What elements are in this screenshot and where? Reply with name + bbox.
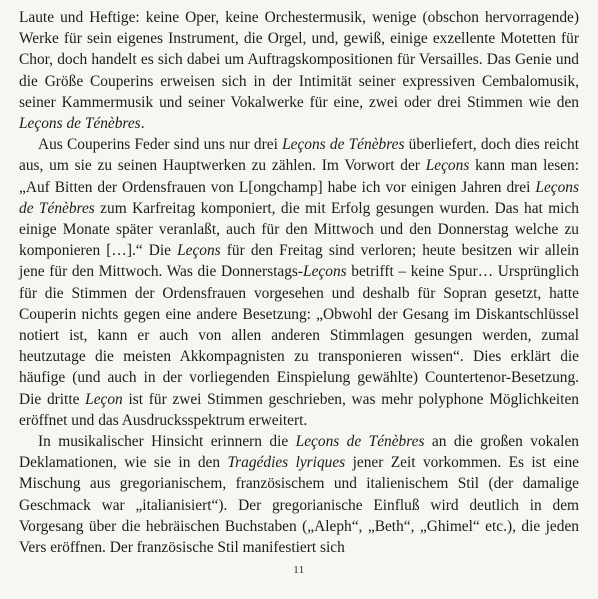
text-run: an die großen vokalen Deklamationen, wie sie in den (19, 433, 579, 472)
italic-title: Leçons de Ténèbres (19, 115, 141, 133)
page-number: 11 (293, 564, 305, 576)
text-run: zum Karfreitag komponiert, die mit Erfolg gesungen wurden. Das hat mich einige Monate später veranlaßt, auch für den Mittwoch und den Donnerstag welche zu komponieren […].“ Die (19, 199, 579, 260)
text-run: für den Freitag sind verloren; heute besitzen wir allein jene für den Mittwoch. Was die Donnerstags- (19, 242, 579, 281)
italic-title: Leçons de Ténèbres (282, 136, 405, 154)
italic-title: Leçons (425, 157, 470, 175)
text-run: Laute und Heftige: keine Oper, keine Orchestermusik, wenige (obschon hervorragende) Werke für sein eigenes Instrument, die Orgel, und, gewiß, einige exzellente Motetten für Chor, doch handelt es sich dabei um Auftragskompositionen für Versailles. Das Genie und die Größe Couperins erweisen sich in der Intimität seiner expressiven Cembalomusik, seiner Kammermusik und seiner Vokalwerke für eine, zwei oder drei Stimmen wie den (19, 9, 579, 111)
italic-title: Tragédies lyriques (227, 454, 346, 472)
italic-title: Leçons (177, 242, 221, 260)
text-run: ist für zwei Stimmen geschrieben, was mehr polyphone Möglichkeiten eröffnet und das Ausdrucksspektrum erweitert. (19, 390, 579, 429)
text-run: überliefert, doch dies reicht aus, um sie zu seinen Hauptwerken zu zählen. Im Vorwort der (19, 136, 579, 175)
italic-title: Leçon (85, 390, 123, 408)
text-run: betrifft – keine Spur… Ursprünglich für die Stimmen der Ordensfrauen vorgesehen und deshalb für Sopran gesetzt, hatte Couperin nichts gegen eine andere Besetzung: „Obwohl der Gesang im Diskantschlüssel notiert ist, kann er auch von allen anderen Stimmlagen gesungen werden, zumal heutzutage die meisten Akkompagnisten zu transponieren wissen“. Dies erklärt die häufige (und auch in der vorliegenden Einspielung gewählte) Countertenor-Besetzung. Die dritte (19, 263, 579, 408)
italic-title: Leçons (303, 263, 347, 281)
paragraph (19, 431, 579, 558)
italic-title: Leçons de Ténèbres (295, 433, 425, 451)
text-run: . (140, 115, 145, 133)
italic-title: Leçons de Ténèbres (19, 178, 579, 217)
text-run: kann man lesen: „Auf Bitten der Ordensfrauen von L[ongchamp] habe ich vor einigen Jahren drei (19, 157, 579, 196)
text-run: jener Zeit vorkommen. Es ist eine Mischung aus gregorianischem, französischem und italienischem Stil (der damalige Geschmack war „italianisiert“). Der gregorianische Einfluß wird deutlich in dem Vorgesang über die hebräischen Buchstaben („Aleph“, „Beth“, „Ghimel“ etc.), die jeden Vers eröffnen. Der französische Stil manifestiert sich (19, 454, 579, 557)
text-run: Aus Couperins Feder sind uns nur drei (38, 136, 283, 154)
paragraph (19, 134, 579, 431)
paragraph (19, 7, 579, 134)
text-run: In musikalischer Hinsicht erinnern die (38, 433, 296, 451)
page-body (19, 7, 579, 558)
